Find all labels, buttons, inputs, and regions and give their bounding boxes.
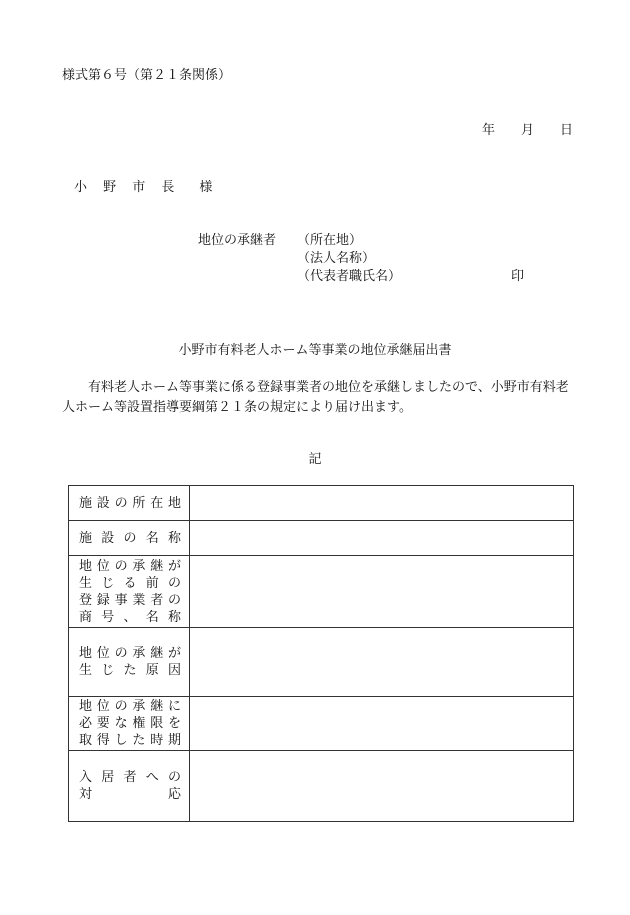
row-label-line: 地位の承継が — [79, 646, 181, 661]
row-label-line: 施 設 の 名 称 — [79, 530, 181, 546]
seal-mark: 印 — [511, 269, 525, 284]
date-day: 日 — [560, 123, 574, 138]
table-row — [69, 556, 574, 628]
detail-table — [68, 485, 574, 822]
row-value-cell[interactable] — [190, 486, 574, 521]
row-label-line: 地位の承継に — [79, 699, 181, 714]
row-label-line: 商 号 、 名 称 — [79, 609, 181, 625]
row-label-cell — [69, 521, 190, 556]
row-label-line: 必要な権限を — [79, 716, 181, 731]
successor-label: 地位の承継者 — [198, 233, 277, 248]
row-value-cell[interactable] — [190, 521, 574, 556]
row-label-cell — [69, 751, 190, 822]
date-month: 月 — [521, 123, 535, 138]
row-label-cell — [69, 628, 190, 697]
document-title: 小野市有料老人ホーム等事業の地位承継届出書 — [178, 343, 452, 358]
row-label-line: 施設の所在地 — [79, 495, 181, 511]
successor-fields — [297, 234, 401, 288]
table-row — [69, 751, 574, 822]
row-label-line: 生 じ た 原 因 — [79, 663, 181, 678]
table-row — [69, 628, 574, 697]
row-label-cell — [69, 486, 190, 521]
row-label-line: 登録事業者の — [79, 592, 181, 608]
addressee: 小 野 市 長 様 — [74, 180, 219, 195]
row-label-line: 地位の承継が — [79, 558, 181, 574]
row-value-cell[interactable] — [190, 556, 574, 628]
row-label-line: 取得した時期 — [79, 733, 181, 748]
date-line — [482, 124, 573, 137]
table-row — [69, 697, 574, 751]
row-label-cell — [69, 697, 190, 751]
row-value-cell[interactable] — [190, 751, 574, 822]
row-label-line: 生 じ る 前 の — [79, 575, 181, 591]
row-value-cell[interactable] — [190, 628, 574, 697]
row-label-line: 対 応 — [79, 787, 181, 802]
form-number: 様式第６号（第２１条関係） — [62, 68, 232, 83]
table-row — [69, 486, 574, 521]
row-value-cell[interactable] — [190, 697, 574, 751]
date-year: 年 — [482, 123, 496, 138]
row-label-line: 入 居 者 へ の — [79, 770, 181, 785]
detail-table-body — [69, 486, 574, 822]
document-body: 有料老人ホーム等事業に係る登録事業者の地位を承継しましたので、小野市有料老人ホーム等設置指導要綱第２１条の規定により届け出ます。 — [62, 380, 569, 415]
successor-corp-name-field: （法人名称） — [297, 251, 376, 266]
table-row — [69, 521, 574, 556]
successor-representative-field: （代表者職氏名） — [297, 269, 402, 284]
successor-address-field: （所在地） — [297, 233, 363, 248]
row-label-cell — [69, 556, 190, 628]
ki-heading: 記 — [308, 452, 322, 467]
